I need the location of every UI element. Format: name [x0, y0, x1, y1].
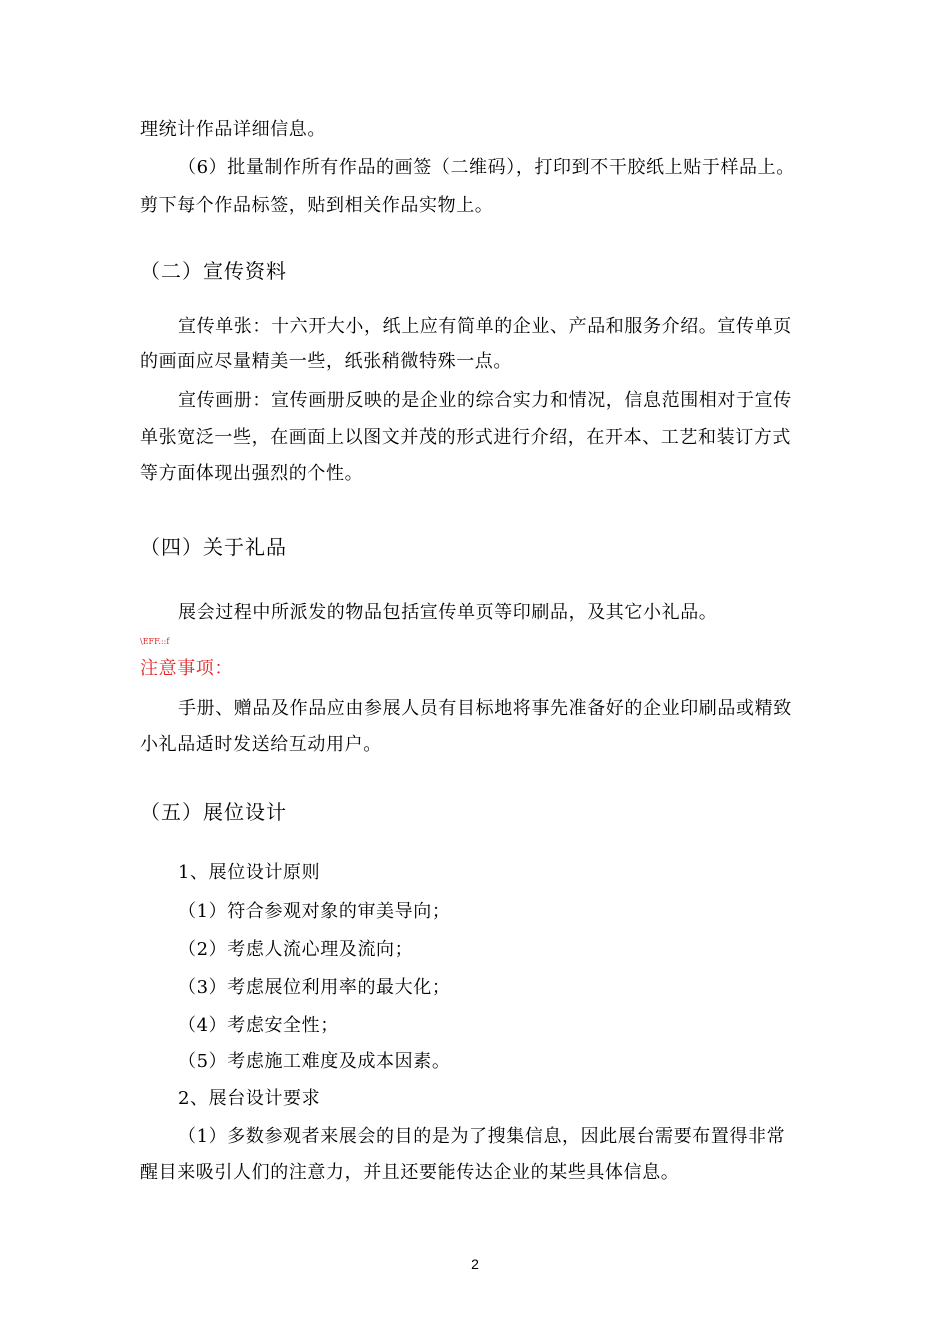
section-heading: （五）展位设计: [140, 800, 287, 824]
page-number: 2: [471, 1256, 479, 1272]
paragraph-line: 剪下每个作品标签，贴到相关作品实物上。: [140, 195, 494, 216]
paragraph-line: 的画面应尽量精美一些，纸张稍微特殊一点。: [140, 351, 512, 372]
paragraph-line: 单张宽泛一些，在画面上以图文并茂的形式进行介绍，在开本、工艺和装订方式: [140, 427, 791, 448]
list-item: （2）考虑人流心理及流向；: [178, 939, 414, 960]
list-item: （4）考虑安全性；: [178, 1015, 339, 1036]
paragraph-line: （6）批量制作所有作品的画签（二维码），打印到不干胶纸上贴于样品上。: [178, 157, 795, 178]
section-heading: （二）宣传资料: [140, 259, 287, 283]
paragraph-line: （1）多数参观者来展会的目的是为了搜集信息，因此展台需要布置得非常: [178, 1126, 786, 1147]
notice-heading: 注意事项：: [140, 658, 233, 679]
paragraph-line: 宣传画册：宣传画册反映的是企业的综合实力和情况，信息范围相对于宣传: [178, 390, 792, 411]
subsection-heading: 2、展台设计要求: [178, 1088, 321, 1109]
paragraph-line: 醒目来吸引人们的注意力，并且还要能传达企业的某些具体信息。: [140, 1162, 680, 1183]
subsection-heading: 1、展位设计原则: [178, 862, 321, 883]
paragraph-line: 手册、赠品及作品应由参展人员有目标地将事先准备好的企业印刷品或精致: [178, 698, 792, 719]
tiny-red-mark: \EFF.::f: [140, 637, 170, 646]
paragraph-line: 等方面体现出强烈的个性。: [140, 463, 364, 484]
list-item: （1）符合参观对象的审美导向；: [178, 901, 451, 922]
paragraph-line: 小礼品适时发送给互动用户。: [140, 734, 382, 755]
paragraph-line: 展会过程中所派发的物品包括宣传单页等印刷品，及其它小礼品。: [178, 602, 718, 623]
section-heading: （四）关于礼品: [140, 535, 287, 559]
list-item: （3）考虑展位利用率的最大化；: [178, 977, 451, 998]
paragraph-line: 理统计作品详细信息。: [140, 119, 326, 140]
list-item: （5）考虑施工难度及成本因素。: [178, 1051, 451, 1072]
paragraph-line: 宣传单张：十六开大小，纸上应有简单的企业、产品和服务介绍。宣传单页: [178, 316, 792, 337]
